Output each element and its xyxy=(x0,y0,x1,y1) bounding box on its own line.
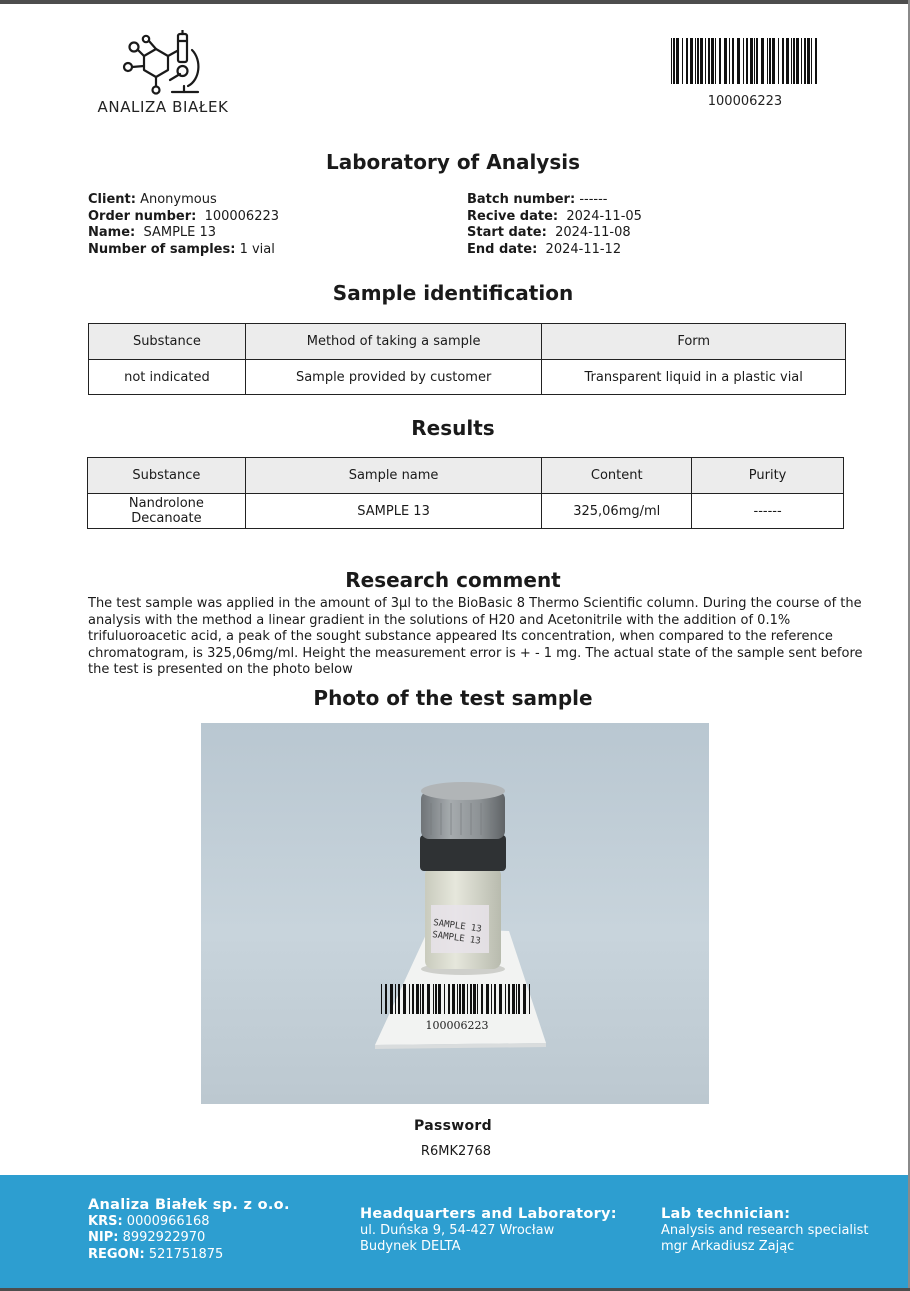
name-label: Name: xyxy=(88,225,136,240)
footer-company xyxy=(88,1197,290,1263)
receive-value: 2024-11-05 xyxy=(566,208,642,224)
order-row xyxy=(88,209,279,226)
sample-identification-table xyxy=(88,323,846,395)
regon-value: 521751875 xyxy=(148,1246,224,1262)
client-row xyxy=(88,192,279,209)
krs-row xyxy=(88,1214,290,1231)
table-cell: not indicated xyxy=(89,360,246,395)
receive-label: Recive date: xyxy=(467,208,559,224)
table-header-row xyxy=(88,458,844,494)
client-value: Anonymous xyxy=(140,192,217,207)
table-cell: ------ xyxy=(692,494,844,529)
page-top-border xyxy=(0,0,910,4)
client-label: Client: xyxy=(88,192,136,207)
password-value: R6MK2768 xyxy=(420,1144,492,1159)
barcode-icon xyxy=(671,38,819,84)
batch-row xyxy=(467,192,642,209)
regon-label: REGON: xyxy=(88,1246,145,1262)
tech-role: Analysis and research specialist xyxy=(661,1222,869,1238)
hq-title: Headquarters and Laboratory: xyxy=(360,1206,617,1222)
table-header-row xyxy=(89,324,846,360)
footer-technician xyxy=(661,1206,869,1256)
photo-heading: Photo of the test sample xyxy=(313,686,593,710)
table-row xyxy=(89,360,846,395)
footer xyxy=(0,1175,908,1288)
table-row xyxy=(88,494,844,529)
table-cell: Sample provided by customer xyxy=(245,360,542,395)
page-title: Laboratory of Analysis xyxy=(326,150,580,174)
end-value: 2024-11-12 xyxy=(545,241,622,257)
table-cell: SAMPLE 13 xyxy=(245,494,541,529)
password-label: Password xyxy=(414,1118,492,1134)
nip-label: NIP: xyxy=(88,1230,119,1245)
order-info-right xyxy=(467,192,642,258)
order-info-left xyxy=(88,192,279,258)
table-header-cell: Substance xyxy=(88,458,246,494)
table-header-cell: Substance xyxy=(89,324,246,360)
receive-row xyxy=(467,209,642,226)
barcode-number: 100006223 xyxy=(707,94,783,109)
samples-label: Number of samples: xyxy=(88,241,236,257)
order-label: Order number: xyxy=(88,208,197,224)
molecule-microscope-icon xyxy=(122,30,204,96)
batch-value: ------ xyxy=(579,192,608,207)
nip-value: 8992922970 xyxy=(122,1230,206,1245)
end-label: End date: xyxy=(467,241,538,257)
samples-value: 1 vial xyxy=(239,241,275,257)
footer-headquarters xyxy=(360,1206,617,1256)
end-row xyxy=(467,242,642,259)
sample-photo xyxy=(201,723,709,1104)
sample-identification-heading: Sample identification xyxy=(332,281,574,305)
results-table xyxy=(87,457,844,529)
company-logo xyxy=(88,30,238,116)
nip-row xyxy=(88,1230,290,1247)
samples-row xyxy=(88,242,279,259)
vial-label-line-2: SAMPLE 13 xyxy=(431,930,482,947)
hq-building: Budynek DELTA xyxy=(360,1239,461,1254)
research-comment-heading: Research comment xyxy=(345,568,561,592)
table-cell: Transparent liquid in a plastic vial xyxy=(542,360,846,395)
name-value: SAMPLE 13 xyxy=(143,225,217,240)
table-cell: 325,06mg/ml xyxy=(542,494,692,529)
table-header-cell: Form xyxy=(542,324,846,360)
table-header-cell: Content xyxy=(542,458,692,494)
company-name: Analiza Białek sp. z o.o. xyxy=(88,1197,290,1213)
regon-row xyxy=(88,1247,290,1264)
start-row xyxy=(467,225,642,242)
tech-title: Lab technician: xyxy=(661,1206,791,1222)
krs-value: 0000966168 xyxy=(126,1213,210,1229)
vial-photo-image xyxy=(201,723,709,1104)
results-heading: Results xyxy=(411,416,495,440)
start-value: 2024-11-08 xyxy=(555,225,631,240)
tech-name: mgr Arkadiusz Zając xyxy=(661,1239,795,1254)
order-barcode xyxy=(671,38,819,109)
vial-label-line-1: SAMPLE 13 xyxy=(432,918,483,935)
table-header-cell: Sample name xyxy=(245,458,541,494)
research-comment-text: The test sample was applied in the amount of 3µl to the BioBasic 8 Thermo Scientific column. During the course of the analysis with the method a linear gradient in the solutions of H20 and Acetonitrile with the addition of 0.1% trifuluoroacetic acid, a peak of the sought substance appeared Its concentration, when compared to the reference chromatogram, is 325,06mg/ml. Height the measurement error is + - 1 mg. The actual state of the sample sent before the test is presented on the photo below xyxy=(88,596,863,677)
krs-label: KRS: xyxy=(88,1213,123,1229)
name-row xyxy=(88,225,279,242)
logo-wordmark: ANALIZA BIAŁEK xyxy=(97,98,229,116)
table-header-cell: Purity xyxy=(692,458,844,494)
table-header-cell: Method of taking a sample xyxy=(245,324,542,360)
start-label: Start date: xyxy=(467,225,547,240)
hq-address: ul. Duńska 9, 54-427 Wrocław xyxy=(360,1222,555,1238)
batch-label: Batch number: xyxy=(467,192,576,207)
photo-barcode-number: 100006223 xyxy=(425,1019,489,1032)
order-value: 100006223 xyxy=(204,208,280,224)
table-cell: Nandrolone Decanoate xyxy=(88,494,246,529)
